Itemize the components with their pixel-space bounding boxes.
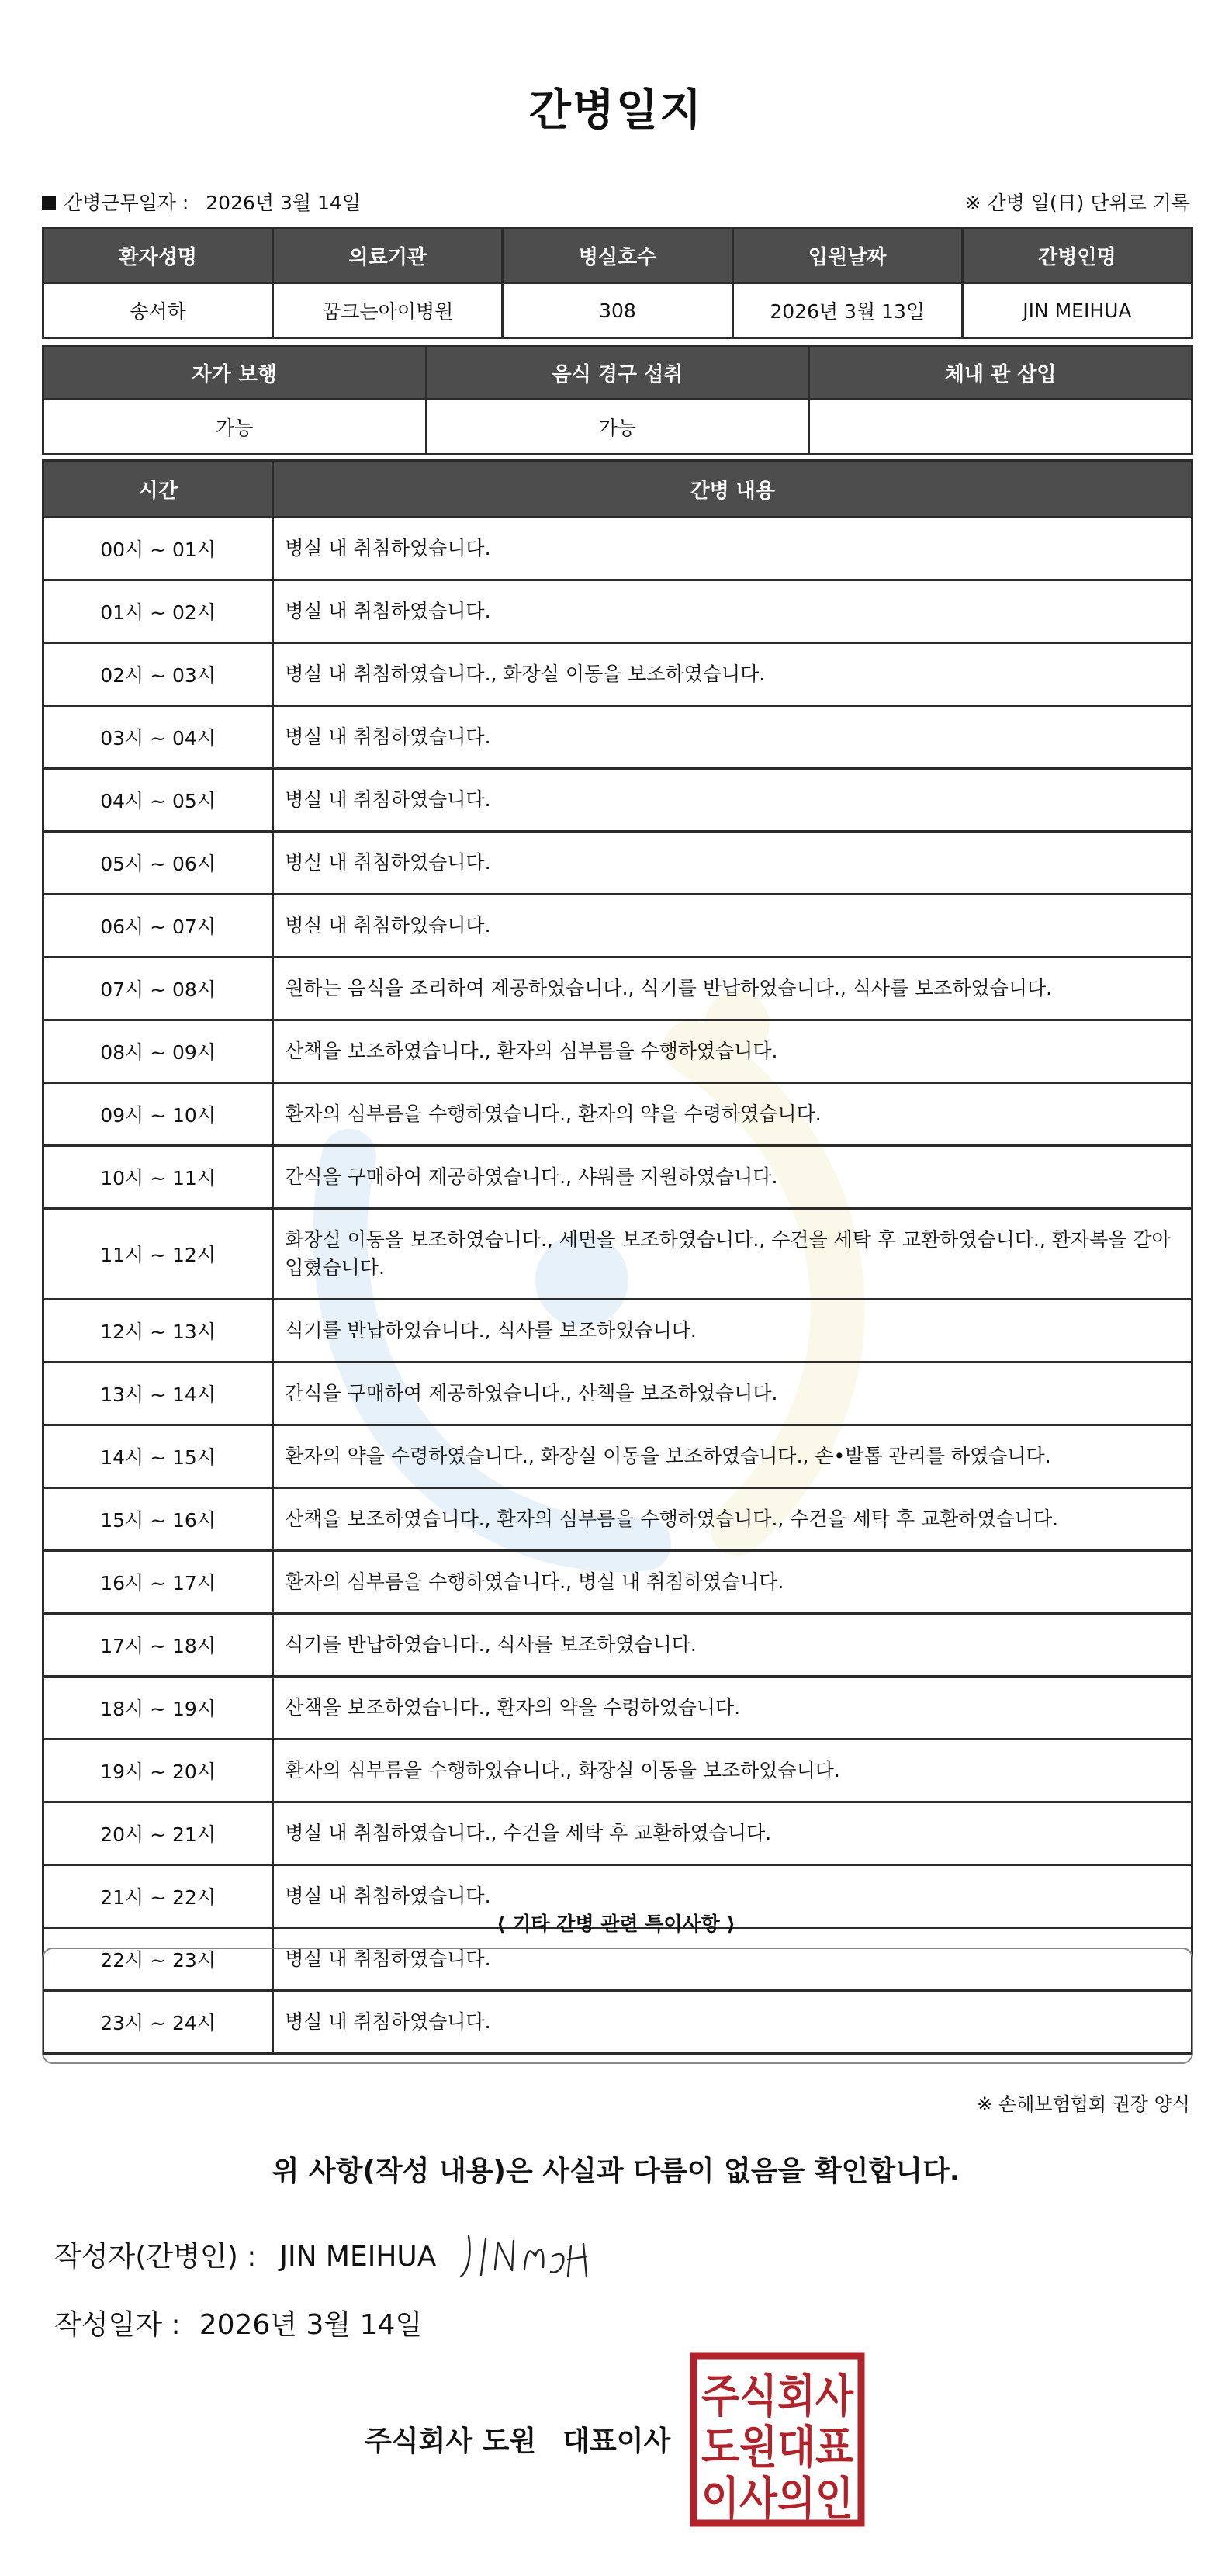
header-room-number: 병실호수	[503, 228, 732, 283]
care-log-row	[43, 643, 1192, 706]
care-log-time: 09시 ~ 10시	[43, 1083, 273, 1146]
care-log-row	[43, 832, 1192, 895]
care-log-row	[43, 1020, 1192, 1083]
care-log-content: 산책을 보조하였습니다., 환자의 심부름을 수행하였습니다., 수건을 세탁 후 교환하였습니다.	[273, 1488, 1192, 1551]
care-log-time: 07시 ~ 08시	[43, 957, 273, 1020]
self-walking-value: 가능	[43, 400, 427, 455]
header-care-content: 간병 내용	[273, 461, 1192, 518]
company-line	[365, 2419, 670, 2459]
care-log-content: 병실 내 취침하였습니다.	[273, 832, 1192, 895]
care-log-content: 병실 내 취침하였습니다.	[273, 769, 1192, 832]
care-log-row	[43, 1614, 1192, 1677]
care-log-time: 11시 ~ 12시	[43, 1209, 273, 1300]
care-log-content: 환자의 심부름을 수행하였습니다., 환자의 약을 수령하였습니다.	[273, 1083, 1192, 1146]
handwritten-signature	[455, 2222, 610, 2284]
care-log-time: 06시 ~ 07시	[43, 895, 273, 957]
company-name: 주식회사 도원	[365, 2425, 537, 2457]
care-log-content: 환자의 약을 수령하였습니다., 화장실 이동을 보조하였습니다., 손•발톱 관리를 하였습니다.	[273, 1425, 1192, 1488]
care-log-row	[43, 1209, 1192, 1300]
care-log-body	[43, 518, 1192, 2054]
square-bullet-icon	[42, 196, 56, 210]
care-log-content: 간식을 구매하여 제공하였습니다., 샤워를 지원하였습니다.	[273, 1146, 1192, 1209]
care-log-time: 18시 ~ 19시	[43, 1677, 273, 1740]
care-log-time: 17시 ~ 18시	[43, 1614, 273, 1677]
care-log-time: 13시 ~ 14시	[43, 1362, 273, 1425]
status-header-row	[43, 346, 1192, 400]
hospital-name: 꿈크는아이병원	[273, 283, 503, 338]
care-log-content: 병실 내 취침하였습니다.	[273, 1991, 1192, 2054]
unit-note: ※ 간병 일(日) 단위로 기록	[964, 192, 1190, 214]
care-log-content: 병실 내 취침하였습니다., 수건을 세탁 후 교환하였습니다.	[273, 1802, 1192, 1865]
caregiver-name: JIN MEIHUA	[962, 283, 1192, 338]
care-log-row	[43, 1083, 1192, 1146]
care-log-time: 10시 ~ 11시	[43, 1146, 273, 1209]
care-log-row	[43, 1551, 1192, 1614]
header-hospital: 의료기관	[273, 228, 503, 283]
care-log-time: 16시 ~ 17시	[43, 1551, 273, 1614]
company-role: 대표이사	[562, 2425, 671, 2457]
written-date-label: 작성일자 :	[54, 2309, 181, 2341]
care-log-time: 05시 ~ 06시	[43, 832, 273, 895]
care-log-row	[43, 1362, 1192, 1425]
care-log-content: 간식을 구매하여 제공하였습니다., 산책을 보조하였습니다.	[273, 1362, 1192, 1425]
patient-info-table	[42, 227, 1193, 339]
care-log-time: 20시 ~ 21시	[43, 1802, 273, 1865]
care-log-row	[43, 580, 1192, 643]
special-notes-title: ⟨ 기타 간병 관련 특이사항 ⟩	[497, 1913, 735, 1935]
confirmation-statement: 위 사항(작성 내용)은 사실과 다름이 없음을 확인합니다.	[272, 2155, 960, 2187]
header-time: 시간	[43, 461, 273, 518]
care-log-content: 식기를 반납하였습니다., 식사를 보조하였습니다.	[273, 1614, 1192, 1677]
care-log-content: 병실 내 취침하였습니다.	[273, 518, 1192, 580]
care-log-row	[43, 957, 1192, 1020]
care-log-content: 병실 내 취침하였습니다.	[273, 1865, 1192, 1928]
care-log-row	[43, 1300, 1192, 1362]
written-date-value: 2026년 3월 14일	[199, 2309, 423, 2341]
care-log-row	[43, 706, 1192, 769]
care-log-time: 23시 ~ 24시	[43, 1991, 273, 2054]
care-log-time: 04시 ~ 05시	[43, 769, 273, 832]
care-log-time: 08시 ~ 09시	[43, 1020, 273, 1083]
header-admission-date: 입원날짜	[732, 228, 962, 283]
work-date-value: 2026년 3월 14일	[206, 192, 361, 214]
patient-info-header-row	[43, 228, 1192, 283]
care-log-row	[43, 1802, 1192, 1865]
page-title: 간병일지	[528, 85, 704, 136]
seal-line-2: 도원대표	[701, 2421, 853, 2474]
care-log-content: 병실 내 취침하였습니다.	[273, 706, 1192, 769]
care-log-content: 병실 내 취침하였습니다., 화장실 이동을 보조하였습니다.	[273, 643, 1192, 706]
header-tube-insertion: 체내 관 삽입	[809, 346, 1192, 400]
care-log-row	[43, 1740, 1192, 1802]
care-log-row	[43, 518, 1192, 580]
special-notes-box	[42, 1948, 1193, 2064]
care-log-time: 14시 ~ 15시	[43, 1425, 273, 1488]
care-log-time: 15시 ~ 16시	[43, 1488, 273, 1551]
care-log-content: 산책을 보조하였습니다., 환자의 약을 수령하였습니다.	[273, 1677, 1192, 1740]
writer-label: 작성자(간병인) :	[54, 2241, 257, 2273]
seal-line-3: 이사의인	[701, 2472, 853, 2525]
tube-insertion-value	[809, 400, 1192, 455]
admission-date: 2026년 3월 13일	[732, 283, 962, 338]
care-log-row	[43, 895, 1192, 957]
status-value-row	[43, 400, 1192, 455]
care-log-content: 병실 내 취침하였습니다.	[273, 580, 1192, 643]
header-oral-intake: 음식 경구 섭취	[426, 346, 809, 400]
care-log-row	[43, 1677, 1192, 1740]
header-caregiver-name: 간병인명	[962, 228, 1192, 283]
care-log-time: 22시 ~ 23시	[43, 1928, 273, 1991]
care-log-content: 환자의 심부름을 수행하였습니다., 화장실 이동을 보조하였습니다.	[273, 1740, 1192, 1802]
work-date-row	[42, 188, 361, 216]
care-log-row	[43, 769, 1192, 832]
patient-name: 송서하	[43, 283, 273, 338]
recommend-note: ※ 손해보험협회 권장 양식	[977, 2093, 1190, 2115]
care-log-time: 02시 ~ 03시	[43, 643, 273, 706]
care-log-row	[43, 1488, 1192, 1551]
header-patient-name: 환자성명	[43, 228, 273, 283]
care-log-content: 환자의 심부름을 수행하였습니다., 병실 내 취침하였습니다.	[273, 1551, 1192, 1614]
oral-intake-value: 가능	[426, 400, 809, 455]
care-log-time: 01시 ~ 02시	[43, 580, 273, 643]
company-seal	[689, 2351, 866, 2528]
care-log-content: 원하는 음식을 조리하여 제공하였습니다., 식기를 반납하였습니다., 식사를 보조하였습니다.	[273, 957, 1192, 1020]
patient-info-value-row	[43, 283, 1192, 338]
care-log-content: 식기를 반납하였습니다., 식사를 보조하였습니다.	[273, 1300, 1192, 1362]
care-log-content: 화장실 이동을 보조하였습니다., 세면을 보조하였습니다., 수건을 세탁 후 교환하였습니다., 환자복을 갈아입혔습니다.	[273, 1209, 1192, 1300]
care-log-table	[42, 459, 1193, 2055]
care-log-time: 12시 ~ 13시	[43, 1300, 273, 1362]
written-date-row	[54, 2303, 422, 2342]
seal-line-1: 주식회사	[701, 2370, 854, 2422]
care-log-content: 산책을 보조하였습니다., 환자의 심부름을 수행하였습니다.	[273, 1020, 1192, 1083]
writer-name: JIN MEIHUA	[279, 2241, 437, 2273]
patient-status-table	[42, 345, 1193, 455]
care-log-time: 19시 ~ 20시	[43, 1740, 273, 1802]
care-log-time: 03시 ~ 04시	[43, 706, 273, 769]
care-log-content: 병실 내 취침하였습니다.	[273, 895, 1192, 957]
care-log-row	[43, 1146, 1192, 1209]
work-date-label: 간병근무일자 :	[64, 192, 189, 214]
writer-row	[54, 2235, 436, 2274]
signature-stroke	[461, 2236, 587, 2277]
care-log-content: 병실 내 취침하였습니다.	[273, 1928, 1192, 1991]
care-log-time: 21시 ~ 22시	[43, 1865, 273, 1928]
care-log-header-row	[43, 461, 1192, 518]
header-self-walking: 자가 보행	[43, 346, 427, 400]
care-log-row	[43, 1425, 1192, 1488]
care-log-time: 00시 ~ 01시	[43, 518, 273, 580]
room-number: 308	[503, 283, 732, 338]
